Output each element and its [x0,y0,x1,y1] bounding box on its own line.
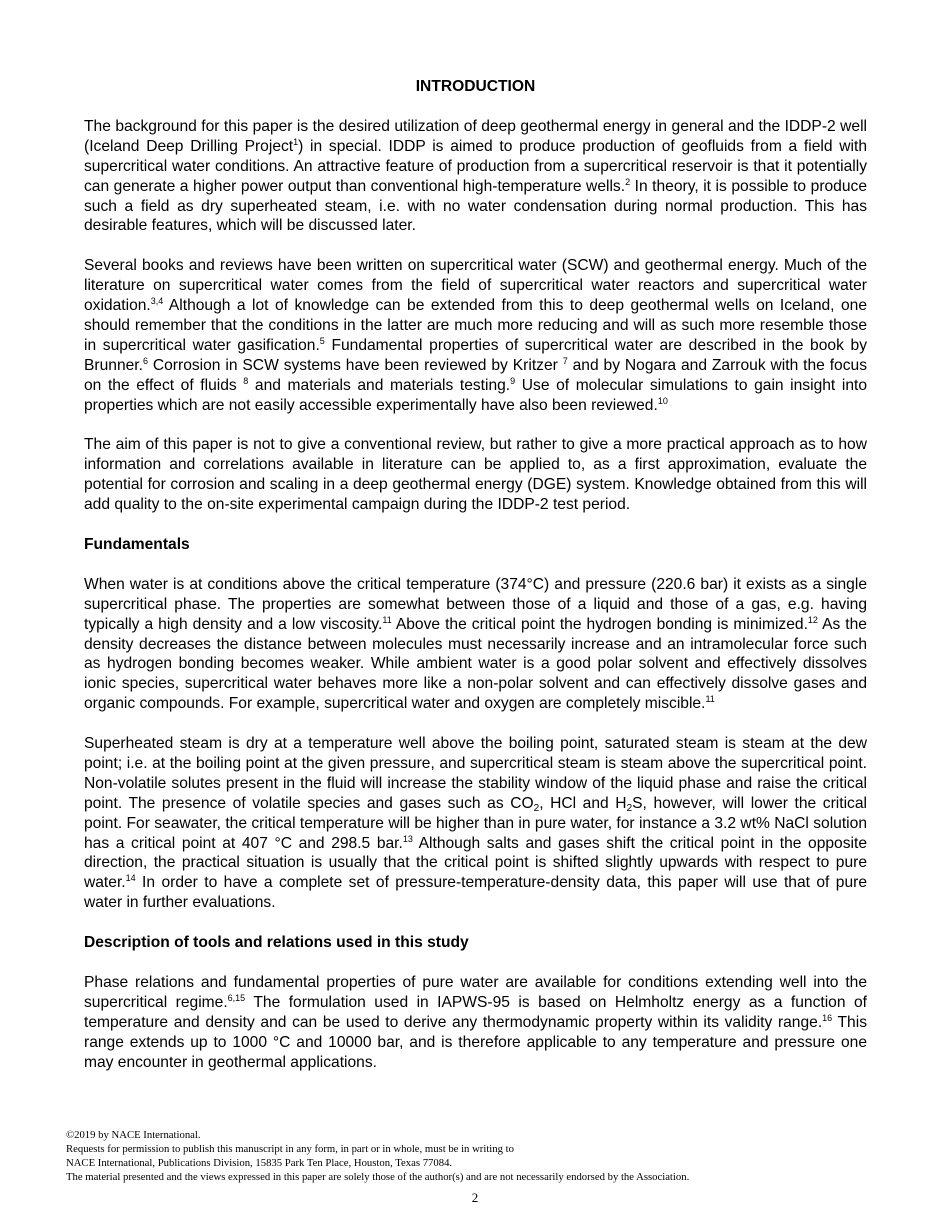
text-run: Description of tools and relations used in this study [84,934,469,952]
text-run: The background for this paper is the desired utilization of deep geothermal energy in general and the IDDP-2 well (Iceland Deep Drilling Project [84,117,867,155]
text-run: ) in special. IDDP is aimed to produce production of geofluids from a field with supercritical water conditions. An attractive feature of production from a supercritical reservoir is that it potentially can generate a higher power output than conventional high-temperature wells. [84,137,867,195]
chemical-subscript: 2 [533,802,540,814]
footer-line: Requests for permission to publish this manuscript in any form, in part or in whole, must be in writing to [66,1142,514,1155]
text-run: S, however, will lower the critical point. For seawater, the critical temperature will be higher than in pure water, for instance a 3.2 wt% NaCl solution has a critical point at 407 °C and 298.5 bar. [84,794,867,852]
content-blocks [84,117,867,1073]
citation-superscript: 6,15 [227,992,246,1003]
text-run: Superheated steam is dry at a temperature well above the boiling point, saturated steam is steam at the dew point; i.e. at the boiling point at the given pressure, and supercritical steam is steam above the supercritical point. Non-volatile solutes present in the fluid will increase the stability window of the liquid phase and raise the critical point. The presence of volatile species and gases such as CO [84,735,867,812]
citation-superscript: 13 [402,833,413,844]
citation-superscript: 11 [382,614,392,625]
text-run: As the density decreases the distance between molecules must necessarily increase and an intramolecular force such as hydrogen bonding becomes weaker. While ambient water is a good polar solvent and effectively dissolves ionic species, supercritical water behaves more like a non-polar solvent and can effectively dissolve gases and organic compounds. For example, supercritical water and oxygen are completely miscible. [84,615,867,713]
copyright-footer [66,1129,886,1185]
chemical-subscript: 2 [626,802,633,814]
text-run: In theory, it is possible to produce such a field as dry superheated steam, i.e. with no water condensation during normal production. This has desirable features, which will be discussed later. [84,177,867,235]
text-run: The formulation used in IAPWS-95 is based on Helmholtz energy as a function of temperature and density and can be used to derive any thermodynamic property within its validity range. [84,993,867,1031]
footer-line: ©2019 by NACE International. [66,1129,201,1141]
text-run: Above the critical point the hydrogen bonding is minimized. [391,615,808,633]
text-run: and materials and materials testing. [248,376,511,394]
subsection-heading [84,933,867,953]
citation-superscript: 3,4 [150,296,164,307]
paragraph [84,973,867,1073]
text-run: Phase relations and fundamental properties of pure water are available for conditions extending well into the supercritical regime. [84,973,867,1011]
paragraph [84,734,867,913]
citation-superscript: 9 [510,375,516,386]
paragraph [84,256,867,415]
citation-superscript: 11 [705,694,715,705]
citation-superscript: 5 [319,335,325,346]
citation-superscript: 6 [142,355,148,366]
citation-superscript: 2 [625,176,631,187]
text-run: When water is at conditions above the critical temperature (374°C) and pressure (220.6 bar) it exists as a single supercritical phase. The properties are somewhat between those of a liquid and those of a gas, e.g. having typically a high density and a low viscosity. [84,575,867,633]
text-run: Use of molecular simulations to gain insight into properties which are not easily accessible experimentally have also been reviewed. [84,376,867,414]
citation-superscript: 10 [657,395,668,406]
text-run: Corrosion in SCW systems have been reviewed by Kritzer [147,356,563,374]
text-run: Fundamental properties of supercritical water are described in the book by Brunner. [84,336,867,374]
text-run: Although a lot of knowledge can be extended from this to deep geothermal wells on Iceland, one should remember that the conditions in the latter are much more reducing and will as such more resemble those in supercritical water gasification. [84,297,867,354]
text-run: and by Nogara and Zarrouk with the focus on the effect of fluids [84,356,867,394]
citation-superscript: 14 [125,873,136,884]
text-run: In order to have a complete set of pressure-temperature-density data, this paper will use that of pure water in further evaluations. [84,874,867,912]
citation-superscript: 12 [807,614,818,625]
paragraph [84,117,867,236]
text-run: Fundamentals [84,535,190,553]
citation-superscript: 7 [562,355,568,366]
text-run: , HCl and H [539,794,627,812]
footer-line: NACE International, Publications Division, 15835 Park Ten Place, Houston, Texas 77084. [66,1156,453,1169]
citation-superscript: 8 [243,375,249,386]
subsection-heading [84,535,867,555]
paragraph [84,435,867,515]
document-body [84,77,867,1092]
page-number: 2 [471,1190,479,1205]
text-run: Several books and reviews have been written on supercritical water (SCW) and geothermal energy. Much of the literature on supercritical water comes from the field of supercritical water reactors and supercritical water oxidation. [84,257,867,315]
text-run: This range extends up to 1000 °C and 10000 bar, and is therefore applicable to any temperature and pressure one may encounter in geothermal applications. [84,1013,867,1071]
citation-superscript: 1 [293,136,299,147]
text-run: The aim of this paper is not to give a conventional review, but rather to give a more practical approach as to how information and correlations available in literature can be applied to, as a first approximation, evaluate the potential for corrosion and scaling in a deep geothermal energy (DGE) system. Knowledge obtained from this will add quality to the on-site experimental campaign during the IDDP-2 test period. [84,436,867,514]
paragraph [84,575,867,714]
footer-line: The material presented and the views expressed in this paper are solely those of the author(s) and are not necessarily endorsed by the Association. [66,1170,690,1183]
text-run: Although salts and gases shift the critical point in the opposite direction, the practical situation is usually that the critical point is shifted slightly upwards with respect to pure water. [84,834,867,892]
section-title: INTRODUCTION [415,78,536,95]
citation-superscript: 16 [822,1012,833,1023]
